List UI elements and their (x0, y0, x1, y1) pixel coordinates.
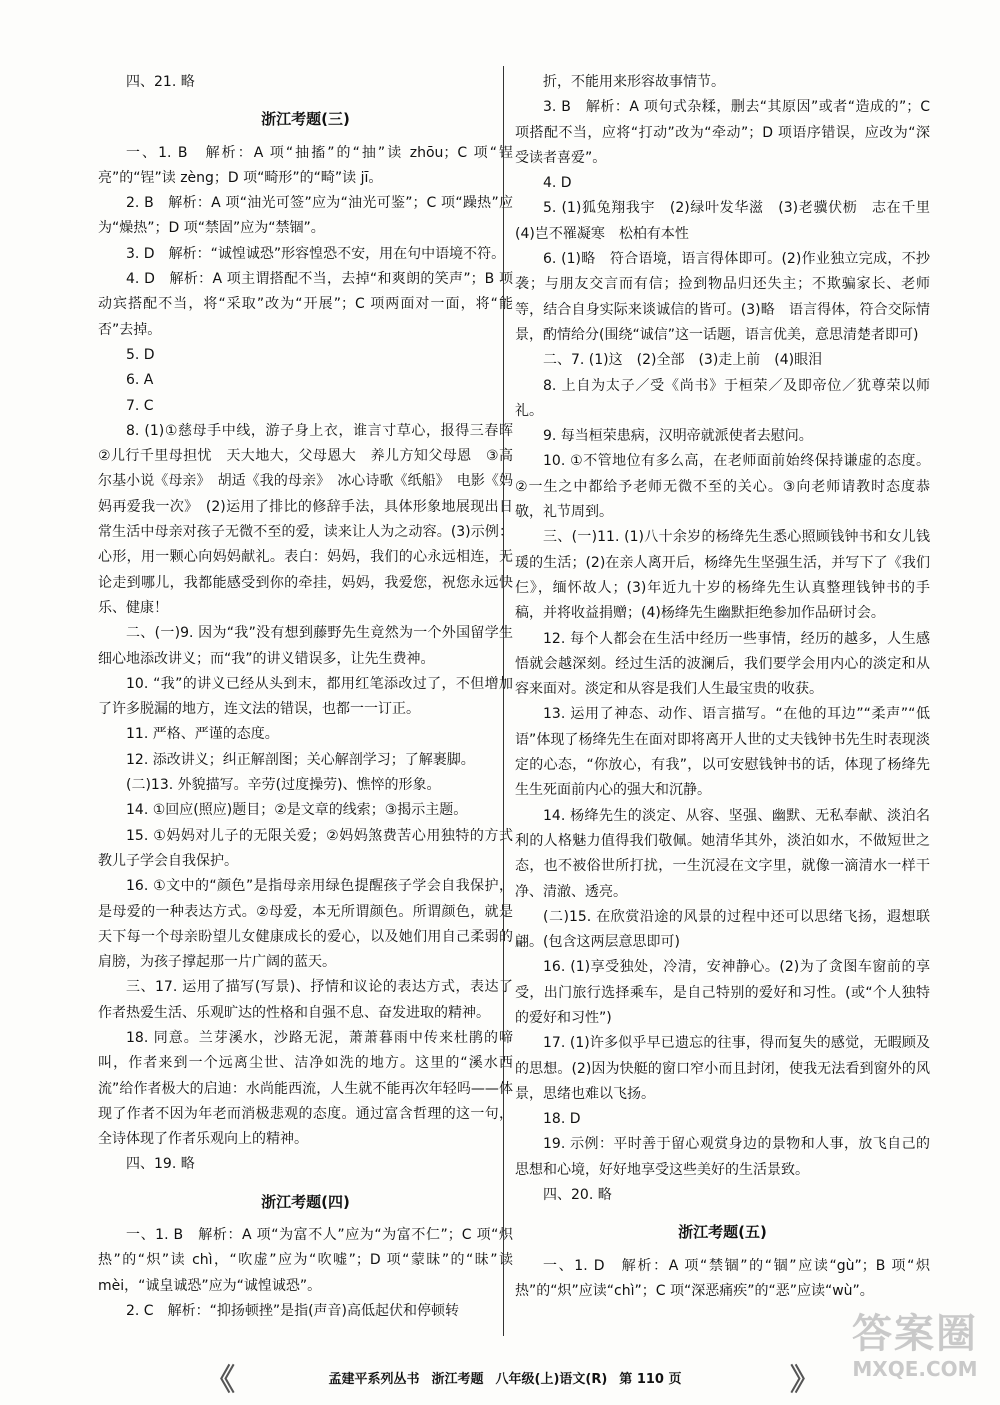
answer-paragraph: 5. (1)狐兔翔我宇 (2)绿叶发华滋 (3)老骥伏枥 志在千里 (4)岂不罹凝寒 松柏有本性 (515, 200, 944, 242)
left-column (98, 70, 527, 1324)
answer-paragraph: 10. ①不管地位有多么高，在老师面前始终保持谦虚的态度。②一生之中都给予老师无微不至的关心。③向老师请教时态度恭敬，礼节周到。 (515, 453, 930, 521)
answer-paragraph: 10. “我”的讲义已经从头到末，都用红笔添改过了，不但增加了许多脱漏的地方，连文法的错误，也都一一订正。 (98, 675, 513, 718)
answer-paragraph: 三、17. 运用了描写(写景)、抒情和议论的表达方式，表达了作者热爱生活、乐观旷达的性格和自强不息、奋发进取的精神。 (98, 979, 513, 1021)
section-heading: 浙江考题(三) (261, 110, 350, 129)
answer-paragraph: 8. (1)①慈母手中线，游子身上衣，谁言寸草心，报得三春晖 ②儿行千里母担忧 天大地大，父母恩大 养儿方知父母恩 ③高尔基小说《母亲》 胡适《我的母亲》 冰心诗歌《纸船》 电影《妈妈再爱我一次》 (2)运用了排比的修辞手法，具体形象地展现出日常生活中母亲对孩子无微不至的爱，读来让人为之动容。(3)示例：心形，用一颗心向妈妈献礼。表白：妈妈，我们的心永远相连，无论走到哪儿，我都能感受到你的牵挂，妈妈，我爱您，祝您永远快乐、健康！ (98, 422, 527, 616)
answer-paragraph: 14. 杨绛先生的淡定、从容、坚强、幽默、无私奉献、淡泊名利的人格魅力值得我们敬佩。她清华其外，淡泊如水，不做短世之态，也不被俗世所打扰，一生沉浸在文字里，就像一滴清水一样干净、清澈、透亮。 (515, 807, 930, 900)
answer-paragraph: 14. ①回应(照应)题目；②是文章的线索；③揭示主题。 (126, 802, 468, 819)
answer-paragraph: 3. D 解析：“诚惶诚恐”形容惶恐不安，用在句中语境不符。 (126, 245, 506, 262)
answer-paragraph: 2. B 解析：A 项“油光可签”应为“油光可鉴”；C 项“躁热”应为“燥热”；D 项“禁固”应为“禁锢”。 (98, 195, 513, 237)
answer-paragraph: 11. 严格、严谨的态度。 (126, 726, 279, 743)
answer-paragraph: 二、(一)9. 因为“我”没有想到藤野先生竟然为一个外国留学生细心地添改讲义；而“我”的讲义错误多，让先生费神。 (98, 625, 513, 667)
column-divider (503, 66, 504, 1336)
answer-paragraph: 四、20. 略 (543, 1187, 612, 1204)
answer-paragraph: 17. (1)许多似乎早已遗忘的往事，得而复失的感觉，无暇顾及的思想。(2)因为快艇的窗口窄小而且封闭，使我无法看到窗外的风景，思绪也难以飞扬。 (515, 1035, 930, 1102)
page-footer (195, 1362, 815, 1392)
answer-paragraph: 6. A (126, 372, 154, 389)
answer-paragraph: 一、1. B 解析：A 项“抽搐”的“抽”读 zhōu；C 项“锃亮”的“锃”读 zèng；D 项“畸形”的“畸”读 jī。 (98, 144, 513, 186)
section-heading: 浙江考题(四) (261, 1192, 350, 1211)
watermark-line1: 答案圈 (852, 1311, 978, 1357)
answer-paragraph: 12. 每个人都会在生活中经历一些事情，经历的越多，人生感悟就会越深刻。经过生活的波澜后，我们要学会用内心的淡定和从容来面对。淡定和从容是我们人生最宝贵的收获。 (515, 630, 930, 698)
section-heading: 浙江考题(五) (678, 1223, 767, 1242)
answer-paragraph: 4. D 解析：A 项主谓搭配不当，去掉“和爽朗的笑声”；B 项动宾搭配不当，将“采取”改为“开展”；C 项两面对一面，将“能否”去掉。 (98, 271, 513, 338)
answer-paragraph: 15. ①妈妈对儿子的无限关爱；②妈妈煞费苦心用独特的方式教儿子学会自我保护。 (98, 827, 513, 869)
answer-paragraph: 7. C (126, 397, 154, 414)
prev-page-arrow-icon: 《 (205, 1363, 235, 1398)
answer-paragraph: 19. 示例：平时善于留心观赏身边的景物和人事，放飞自己的思想和心境，好好地享受这些美好的生活景致。 (515, 1136, 930, 1178)
next-page-arrow-icon: 》 (790, 1363, 820, 1398)
answer-paragraph: 9. 每当桓荣患病，汉明帝就派使者去慰问。 (543, 428, 813, 445)
footer-grade: 八年级(上)语文(R) (495, 1371, 608, 1387)
watermark-logo (840, 1312, 990, 1392)
answer-paragraph: 16. (1)享受独处，冷清，安神静心。(2)为了贪图车窗前的享受，出门旅行选择乘车，是自己特别的爱好和习性。(或“个人独特的爱好和习性”) (515, 959, 930, 1026)
answer-paragraph: 四、21. 略 (126, 74, 195, 90)
answer-paragraph: 4. D (543, 175, 572, 192)
answer-paragraph: 6. (1)略 符合语境，语言得体即可。(2)作业独立完成，不抄袭；与朋友交言而有信；捡到物品归还失主；不欺骗家长、老师等，结合自身实际来谈诚信的皆可。(3)略 语言得体，符合交际情景，酌情给分(围绕“诚信”这一话题，语言优美，意思清楚者即可) (515, 251, 930, 343)
answer-paragraph: 一、1. B 解析：A 项“为富不人”应为“为富不仁”；C 项“炽热”的“炽”读 chì，“吹虚”应为“吹嘘”；D 项“蒙昧”的“昧”读 mèi，“诚皇诚恐”应为“诚惶诚恐”。 (98, 1227, 513, 1294)
answer-paragraph: 5. D (126, 346, 155, 363)
right-column (515, 70, 944, 1304)
answer-paragraph: (二)13. 外貌描写。辛劳(过度操劳)、憔悴的形象。 (126, 777, 441, 794)
answer-paragraph: 12. 添改讲义；纠正解剖图；关心解剖学习；了解裹脚。 (126, 751, 475, 768)
answer-paragraph: 16. ①文中的“颜色”是指母亲用绿色提醒孩子学会自我保护，是母爱的一种表达方式。②母爱，本无所谓颜色。所谓颜色，就是天下每一个母亲盼望儿女健康成长的爱心，以及她们用自己柔弱的肩膀，为孩子撑起那一片广阔的蓝天。 (98, 878, 513, 971)
answer-paragraph: 18. 同意。兰芽溪水，沙路无泥，萧萧暮雨中传来杜鹃的啼叫，作者来到一个远离尘世、洁净如洗的地方。这里的“溪水西流”给作者极大的启迪：水尚能西流，人生就不能再次年轻吗——体现了作者不因为年老而消极悲观的态度。通过富含哲理的这一句，全诗体现了作者乐观向上的精神。 (98, 1029, 513, 1148)
answer-paragraph: 18. D (543, 1111, 581, 1128)
answer-paragraph: 3. B 解析：A 项句式杂糅，删去“其原因”或者“造成的”；C 项搭配不当，应将“打动”改为“牵动”；D 项语序错误，应改为“深受读者喜爱”。 (515, 99, 930, 166)
answer-paragraph: 四、19. 略 (126, 1156, 195, 1173)
answer-paragraph: 13. 运用了神态、动作、语言描写。“在他的耳边”“柔声”“低语”体现了杨绛先生在面对即将离开人世的丈夫钱钟书先生时表现淡定的心态，“你放心，有我”，以可安慰钱钟书的话，体现了杨绛先生生死面前内心的强大和沉静。 (515, 706, 930, 799)
answer-paragraph: 三、(一)11. (1)八十余岁的杨绛先生悉心照顾钱钟书和女儿钱瑗的生活；(2)在亲人离开后，杨绛先生坚强生活，并写下了《我们仨》，缅怀故人；(3)年近九十岁的杨绛先生认真整理钱钟书的手稿，并将收益捐赠；(4)杨绛先生幽默拒绝参加作品研讨会。 (515, 529, 930, 622)
answer-paragraph: 二、7. (1)这 (2)全部 (3)走上前 (4)眼泪 (543, 352, 823, 369)
answer-paragraph: (二)15. 在欣赏沿途的风景的过程中还可以思绪飞扬，遐想联翩。(包含这两层意思即可) (515, 908, 930, 951)
watermark-line2: MXQE.COM (852, 1357, 978, 1381)
footer-series: 孟建平系列丛书 (328, 1371, 420, 1387)
answer-paragraph: 折，不能用来形容故事情节。 (543, 74, 725, 90)
footer-page-number: 第 110 页 (619, 1371, 682, 1387)
answer-paragraph: 2. C 解析：“抑扬顿挫”是指(声音)高低起伏和停顿转 (126, 1302, 460, 1319)
footer-book: 浙江考题 (431, 1371, 484, 1387)
answer-paragraph: 8. 上自为太子／受《尚书》于桓荣／及即帝位／犹尊荣以师礼。 (515, 377, 930, 419)
answer-paragraph: 一、1. D 解析：A 项“禁锢”的“锢”应读“gù”；B 项“炽热”的“炽”应读“chì”；C 项“深恶痛疾”的“恶”应读“wù”。 (515, 1257, 930, 1299)
